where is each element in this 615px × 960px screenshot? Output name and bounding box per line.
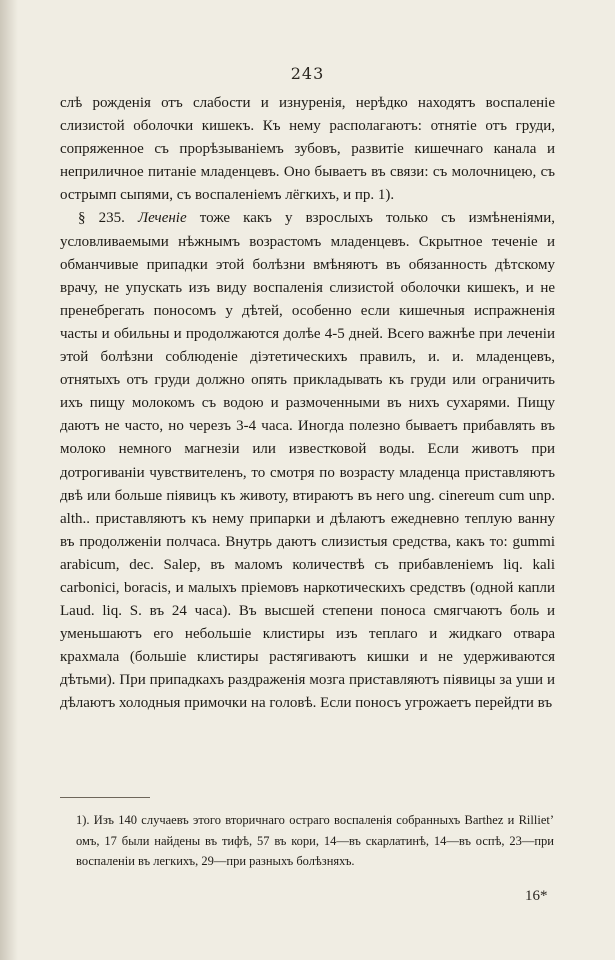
paragraph-section-235 xyxy=(60,207,555,715)
section-text: тоже какъ у взрослыхъ только съ измѣненіями, условливаемыми нѣжнымъ возрастомъ младенцевъ. Скрытное теченіе и обманчивые припадки этой болѣзни вмѣняютъ въ обязанность дѣтскому врачу, не упускать изъ виду воспаленія слизистой оболочки кишекъ, и не пренебрегать поносомъ у дѣтей, особенно если кишечныя испражненія часты и обильны и продолжаются долѣе 4-5 дней. Всего важнѣе при леченіи этой болѣзни соблюденіе діэтетическихъ правилъ, и. и. младенцевъ, отнятыхъ отъ груди должно опять прикладывать къ груди или ограничить ихъ пищу молокомъ съ водою и размоченными въ нихъ сухарями. Пищу даютъ не часто, но черезъ 3-4 часа. Иногда полезно бываетъ прибавлять въ молоко немного магнезіи или известковой воды. Если животъ при дотрогиваніи чувствителенъ, то смотря по возрасту младенца приставляютъ двѣ или больше піявицъ къ животу, втираютъ въ него ung. cinereum cum unp. alth.. приставляютъ къ нему припарки и дѣлаютъ ежедневно теплую ванну въ продолженіи полчаса. Внутрь даютъ слизистыя средства, какъ то: gummi arabicum, dec. Salep, въ маломъ количествѣ съ прибавленіемъ liq. kali carbonici, boracis, и малыхъ пріемовъ наркотическихъ средствъ (одной капли Laud. liq. S. въ 24 часа). Въ высшей степени поноса смягчаютъ боль и уменьшаютъ его небольшіе клистиры изъ теплаго и жидкаго отвара крахмала (большіе клистиры растягиваютъ кишки и не удерживаются дѣтьми). При припадкахъ раздраженія мозга приставляютъ піявицы за уши и дѣлаютъ холодныя примочки на головѣ. Если поносъ угрожаетъ перейдти въ xyxy=(60,210,555,712)
footnote-divider xyxy=(60,797,150,798)
section-number: § 235. xyxy=(78,210,125,227)
footnote: 1). Изъ 140 случаевъ этого вторичнаго остраго воспаленія собранныхъ Barthez и Rilliet’ омъ, 17 были найдены въ тифѣ, 57 въ кори, 14—въ скарлатинѣ, 14—въ оспѣ, 23—при воспаленіи въ легкихъ, 29—при разныхъ болѣзняхъ. xyxy=(76,813,554,868)
section-title: Леченіе xyxy=(137,210,187,227)
page-edge-shadow xyxy=(0,0,18,960)
printer-signature-mark: 16* xyxy=(525,888,548,904)
paragraph-continuation: слѣ рожденія отъ слабости и изнуренія, нерѣдко находятъ воспаленіе слизистой оболочки кишекъ. Къ нему располагаютъ: отнятіе отъ груди, сопряженное съ прорѣзываніемъ зубовъ, развитіе кишечнаго канала и неприличное питаніе младенцевъ. Оно бываетъ въ связи: съ молочницею, съ острымп сыпями, съ воспаленіемъ лёгкихъ, и пр. 1). xyxy=(60,95,555,204)
page-number: 243 xyxy=(290,64,325,83)
main-text xyxy=(60,92,555,716)
